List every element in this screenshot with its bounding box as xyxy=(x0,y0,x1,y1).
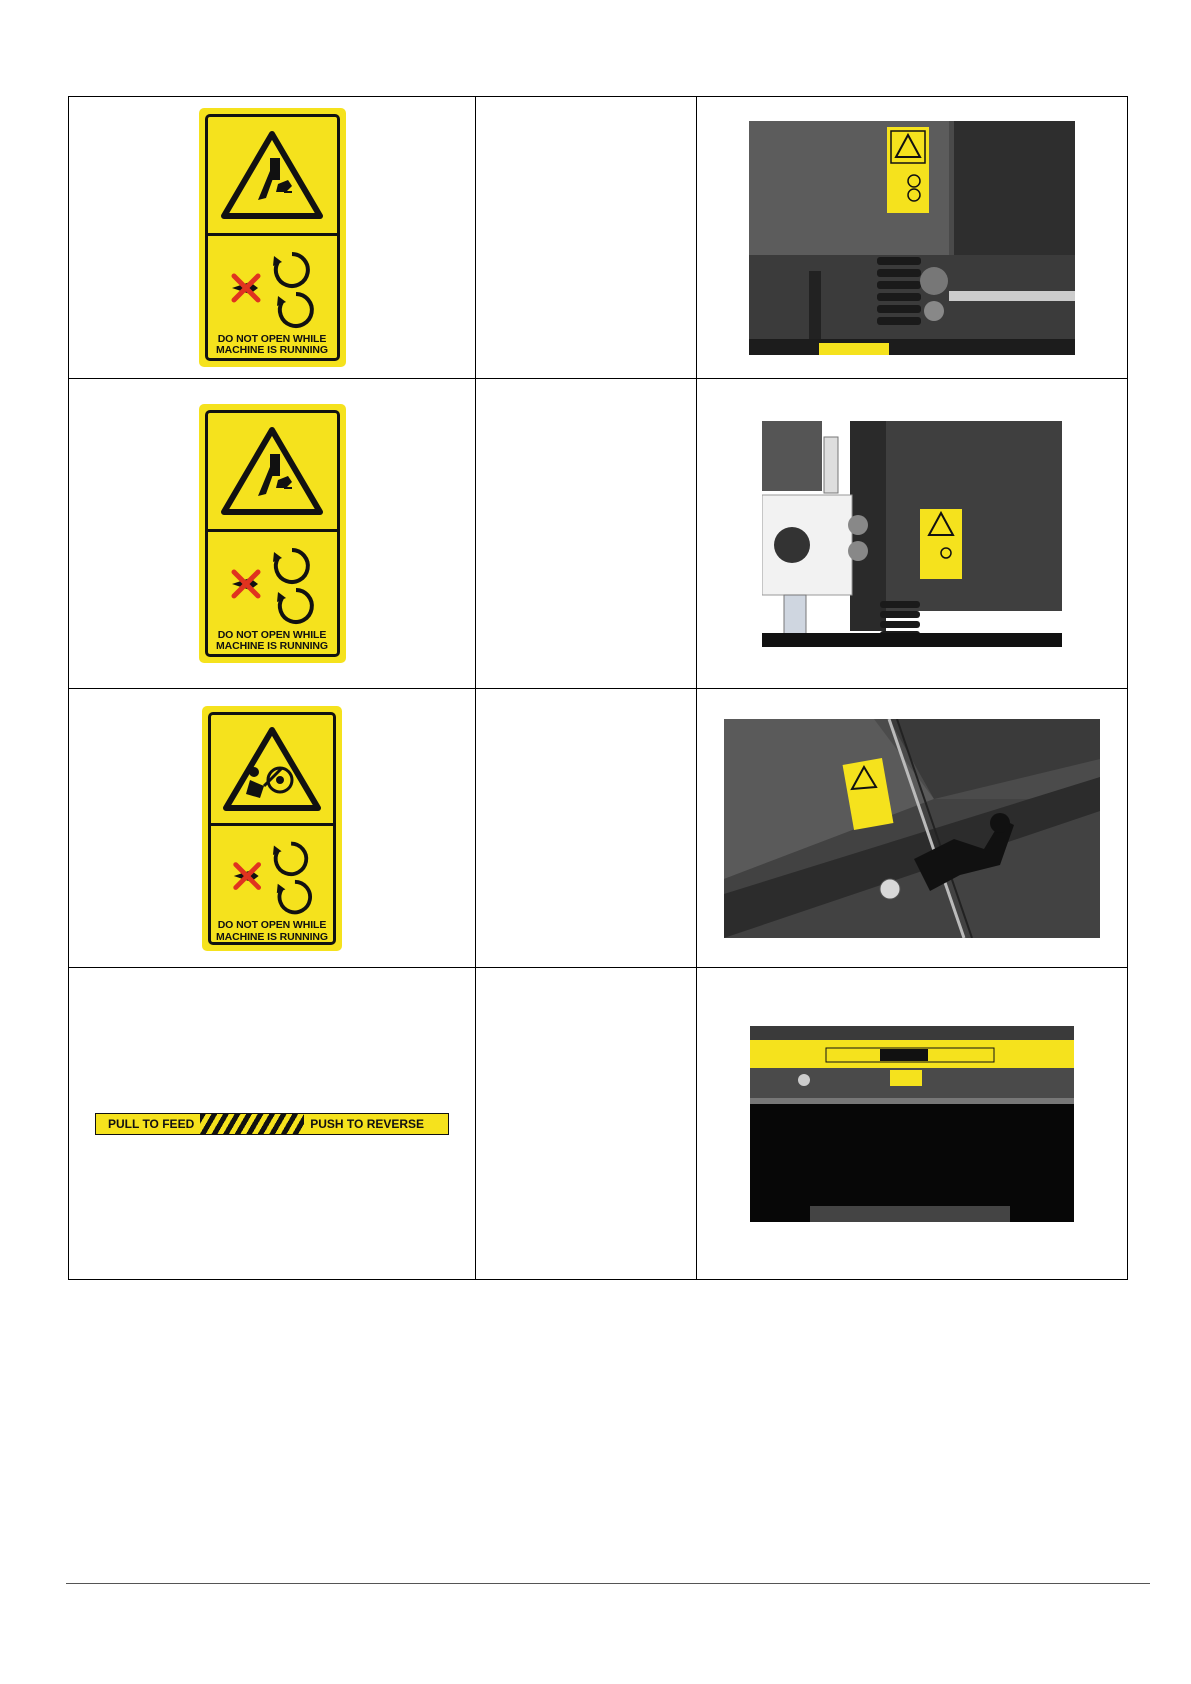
person-entanglement-triangle-icon xyxy=(220,724,324,814)
location-cell xyxy=(697,379,1128,689)
table-row xyxy=(69,379,1128,689)
pull-to-feed-label: PULL TO FEED xyxy=(108,1116,195,1131)
decal-caption: DO NOT OPEN WHILE MACHINE IS RUNNING xyxy=(216,628,328,653)
machine-location-image xyxy=(750,1026,1074,1222)
blank-cell xyxy=(476,97,697,379)
hazard-stripes xyxy=(200,1114,304,1134)
warning-decal xyxy=(202,706,342,951)
decal-cell xyxy=(69,689,476,968)
location-cell xyxy=(697,97,1128,379)
footer-rule xyxy=(66,1583,1150,1584)
machine-location-image xyxy=(749,121,1075,355)
machine-location-image xyxy=(762,421,1062,647)
decal-cell xyxy=(69,968,476,1280)
blank-cell xyxy=(476,968,697,1280)
decal-caption: DO NOT OPEN WHILE MACHINE IS RUNNING xyxy=(216,332,328,357)
feed-reverse-decal xyxy=(95,1113,449,1135)
blank-cell xyxy=(476,379,697,689)
hand-crush-triangle-icon xyxy=(218,128,326,222)
table-row xyxy=(69,689,1128,968)
decal-cell xyxy=(69,379,476,689)
rotating-parts-no-hands-icon xyxy=(222,244,322,334)
machine-location-image xyxy=(724,719,1100,938)
rotating-parts-no-hands-icon xyxy=(224,834,320,920)
warning-decal xyxy=(199,404,346,663)
hand-crush-triangle-icon xyxy=(218,424,326,518)
location-cell xyxy=(697,689,1128,968)
decal-table xyxy=(68,96,1128,1280)
decal-cell xyxy=(69,97,476,379)
table-row xyxy=(69,968,1128,1280)
blank-cell xyxy=(476,689,697,968)
table-row xyxy=(69,97,1128,379)
location-cell xyxy=(697,968,1128,1280)
rotating-parts-no-hands-icon xyxy=(222,540,322,630)
push-to-reverse-label: PUSH TO REVERSE xyxy=(310,1116,425,1131)
decal-caption: DO NOT OPEN WHILE MACHINE IS RUNNING xyxy=(216,919,328,943)
warning-decal xyxy=(199,108,346,367)
